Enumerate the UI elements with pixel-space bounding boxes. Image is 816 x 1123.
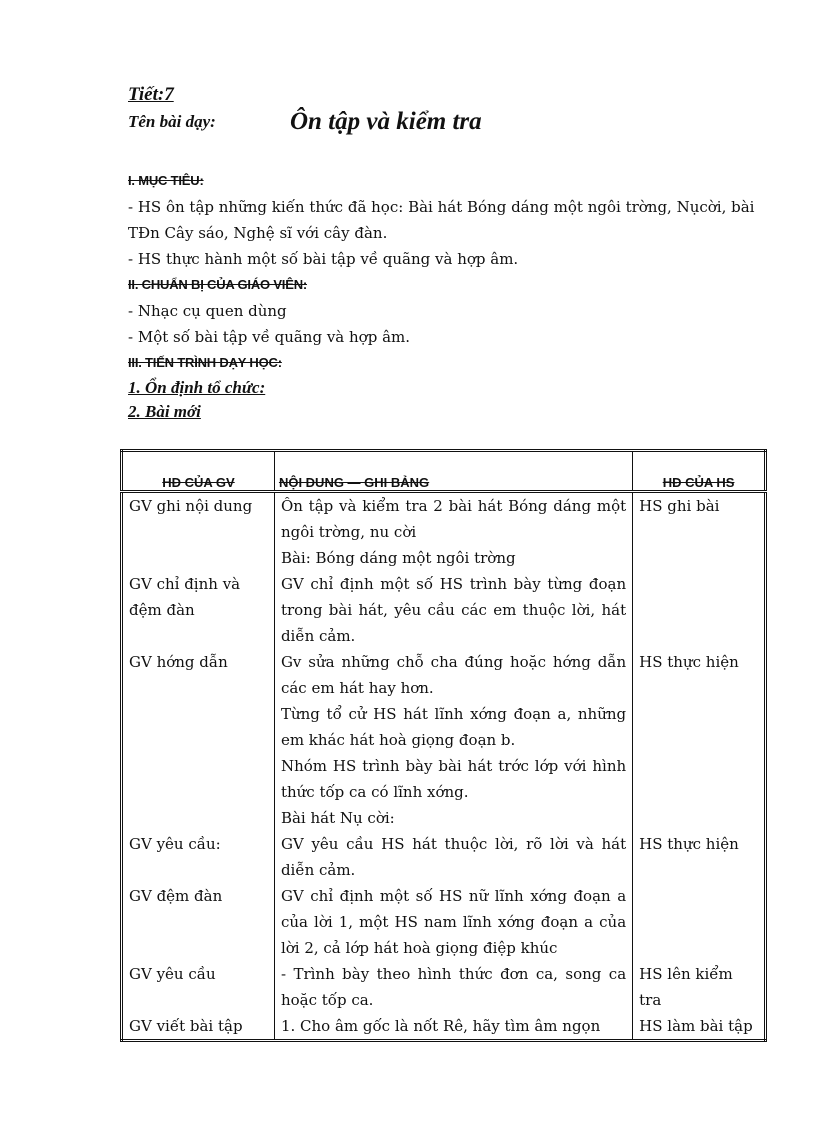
student-activity-cell (633, 545, 766, 571)
teacher-activity-text: GV viết bài tập (129, 1017, 243, 1035)
content-cell: Ôn tập và kiểm tra 2 bài hát Bóng dáng một ngôi trờng, nu cời (274, 492, 632, 546)
lesson-title: Ôn tập và kiểm tra (290, 108, 482, 135)
teacher-activity-cell: GV chỉ định và đệm đàn (122, 571, 275, 649)
step-organization: 1. Ổn định tổ chức: (128, 378, 266, 397)
table-row (122, 649, 766, 701)
teacher-activity-cell (122, 701, 275, 753)
objective-item: - HS ôn tập những kiến thức đã học: Bài hát Bóng dáng một ngôi trờng, Nụcời, bài TĐn Cây sáo, Nghệ sĩ với cây đàn. (128, 198, 755, 242)
student-activity-cell (633, 753, 766, 805)
teacher-activity-cell (122, 753, 275, 805)
student-activity-cell (633, 1013, 766, 1041)
content-cell: - Trình bày theo hình thức đơn ca, song ca hoặc tốp ca. (274, 961, 632, 1013)
content-cell: Bài: Bóng dáng một ngôi trờng (274, 545, 632, 571)
student-activity-cell: HS lên kiểm tra (633, 961, 766, 1013)
content-cell: GV chỉ định một số HS nữ lĩnh xớng đoạn a của lời 1, một HS nam lĩnh xớng đoạn a của lời 2, cả lớp hát hoà giọng điệp khúc (274, 883, 632, 961)
student-activity-cell: HS thực hiện (633, 649, 766, 701)
content-cell: GV yêu cầu HS hát thuộc lời, rõ lời và hát diễn cảm. (274, 831, 632, 883)
preparation-item: - Nhạc cụ quen dùng (128, 302, 287, 320)
lesson-table (120, 449, 767, 1042)
teacher-activity-cell (122, 545, 275, 571)
teacher-activity-cell: GV ghi nội dung (122, 492, 275, 546)
header-student-activity: HĐ CỦA HS (633, 451, 766, 492)
lesson-number: Tiết:7 (128, 84, 174, 105)
table-row (122, 831, 766, 883)
step-new-lesson: 2. Bài mới (128, 402, 201, 421)
table-row (122, 1013, 766, 1041)
student-activity-cell (633, 571, 766, 649)
student-activity-text: HS làm bài tập (639, 1017, 753, 1035)
header-content: NỘI DUNG — GHI BẢNG (274, 451, 632, 492)
table-row (122, 883, 766, 961)
content-cell: Nhóm HS trình bày bài hát trớc lớp với hình thức tốp ca có lĩnh xớng. (274, 753, 632, 805)
header-teacher-activity: HĐ CỦA GV (122, 451, 275, 492)
lesson-body (128, 168, 768, 424)
teacher-activity-cell: GV yêu cầu: (122, 831, 275, 883)
teacher-activity-cell: GV đệm đàn (122, 883, 275, 961)
student-activity-cell (633, 701, 766, 753)
table-row (122, 753, 766, 805)
student-activity-cell: HS thực hiện (633, 831, 766, 883)
content-text: 1. Cho âm gốc là nốt Rê, hãy tìm âm ngọn (280, 1017, 601, 1035)
table-row (122, 545, 766, 571)
student-activity-cell (633, 883, 766, 961)
student-activity-cell (633, 805, 766, 831)
objective-item: - HS thực hành một số bài tập về quãng và hợp âm. (128, 250, 519, 268)
content-cell: Từng tổ cử HS hát lĩnh xớng đoạn a, những em khác hát hoà giọng đoạn b. (274, 701, 632, 753)
content-cell: Gv sửa những chỗ cha đúng hoặc hớng dẫn các em hát hay hơn. (274, 649, 632, 701)
teacher-activity-cell (122, 805, 275, 831)
content-cell (274, 1013, 632, 1041)
title-label: Tên bài dạy: (128, 112, 216, 131)
preparation-heading: II. CHUẨN BỊ CỦA GIÁO VIÊN: (128, 277, 308, 292)
content-cell: Bài hát Nụ cời: (274, 805, 632, 831)
content-cell: GV chỉ định một số HS trình bày từng đoạn trong bài hát, yêu cầu các em thuộc lời, hát diễn cảm. (274, 571, 632, 649)
teacher-activity-cell: GV yêu cầu (122, 961, 275, 1013)
student-activity-cell: HS ghi bài (633, 492, 766, 546)
process-heading: III. TIẾN TRÌNH DẠY HỌC: (128, 355, 282, 370)
preparation-item: - Một số bài tập về quãng và hợp âm. (128, 328, 411, 346)
table-row (122, 805, 766, 831)
table-row (122, 701, 766, 753)
teacher-activity-cell (122, 1013, 275, 1041)
table-row (122, 492, 766, 546)
objectives-heading: I. MỤC TIÊU: (128, 173, 204, 188)
table-row (122, 961, 766, 1013)
table-header-row (122, 451, 766, 492)
teacher-activity-cell: GV hớng dẫn (122, 649, 275, 701)
table-row (122, 571, 766, 649)
